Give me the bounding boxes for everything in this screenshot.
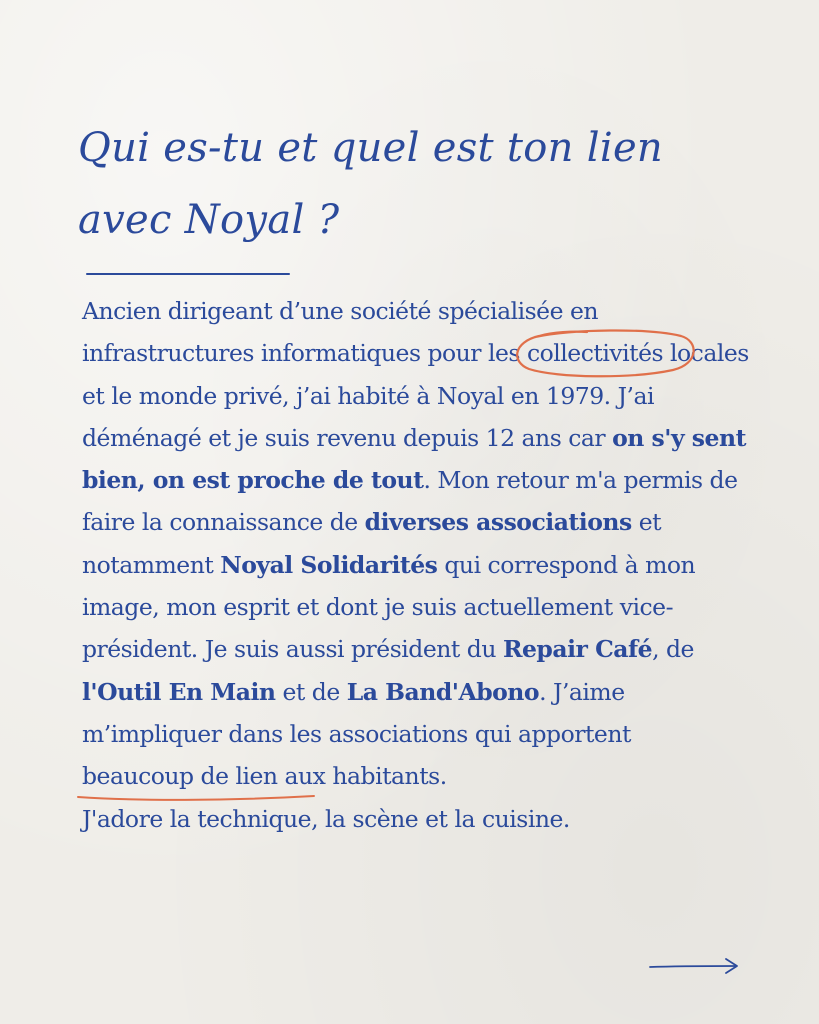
text-segment: . J’aime m’impliquer dans les associations qui apportent — [82, 677, 631, 748]
circled-word-text: collectivités — [526, 339, 664, 368]
hand-drawn-underline — [76, 792, 318, 804]
text-segment: . Mon retour m'a permis de faire la connaissance de — [82, 466, 738, 537]
highlight-phrase: on s'y sent bien, on est proche de tout — [82, 423, 746, 495]
body-paragraph — [82, 290, 754, 840]
text-segment: aux habitants. — [277, 762, 447, 791]
heading-line-2: avec Noyal ? — [78, 197, 340, 243]
association-name: La Band'Abono — [346, 677, 540, 706]
next-page-arrow[interactable] — [648, 956, 740, 976]
arrow-right-icon — [648, 956, 740, 976]
text-segment: qui correspond à mon image, mon esprit et dont je suis actuellement vice-président. Je suis aussi président du — [82, 550, 696, 664]
text-segment: et de — [275, 677, 347, 706]
underlined-phrase — [82, 755, 278, 797]
heading-line-1: Qui es-tu et quel est ton lien — [78, 125, 663, 171]
association-name: Noyal Solidarités — [220, 550, 438, 579]
page-heading — [78, 112, 718, 256]
text-segment: et notamment — [82, 508, 662, 579]
association-name: Repair Café — [502, 635, 653, 664]
underlined-phrase-text: beaucoup de lien — [82, 762, 278, 791]
text-segment: , de — [652, 635, 694, 664]
text-segment: Ancien dirigeant d’une société spécialisée en infrastructures informatiques pour les — [82, 297, 599, 368]
closing-sentence: J'adore la technique, la scène et la cuisine. — [82, 804, 570, 833]
circled-word — [527, 332, 663, 374]
association-name: l'Outil En Main — [82, 677, 276, 706]
text-segment: locales et le monde privé, j’ai habité à Noyal en 1979. J’ai déménagé et je suis revenu depuis 12 ans car — [82, 339, 749, 452]
highlight-phrase: diverses associations — [364, 508, 632, 537]
heading-divider — [86, 273, 290, 275]
